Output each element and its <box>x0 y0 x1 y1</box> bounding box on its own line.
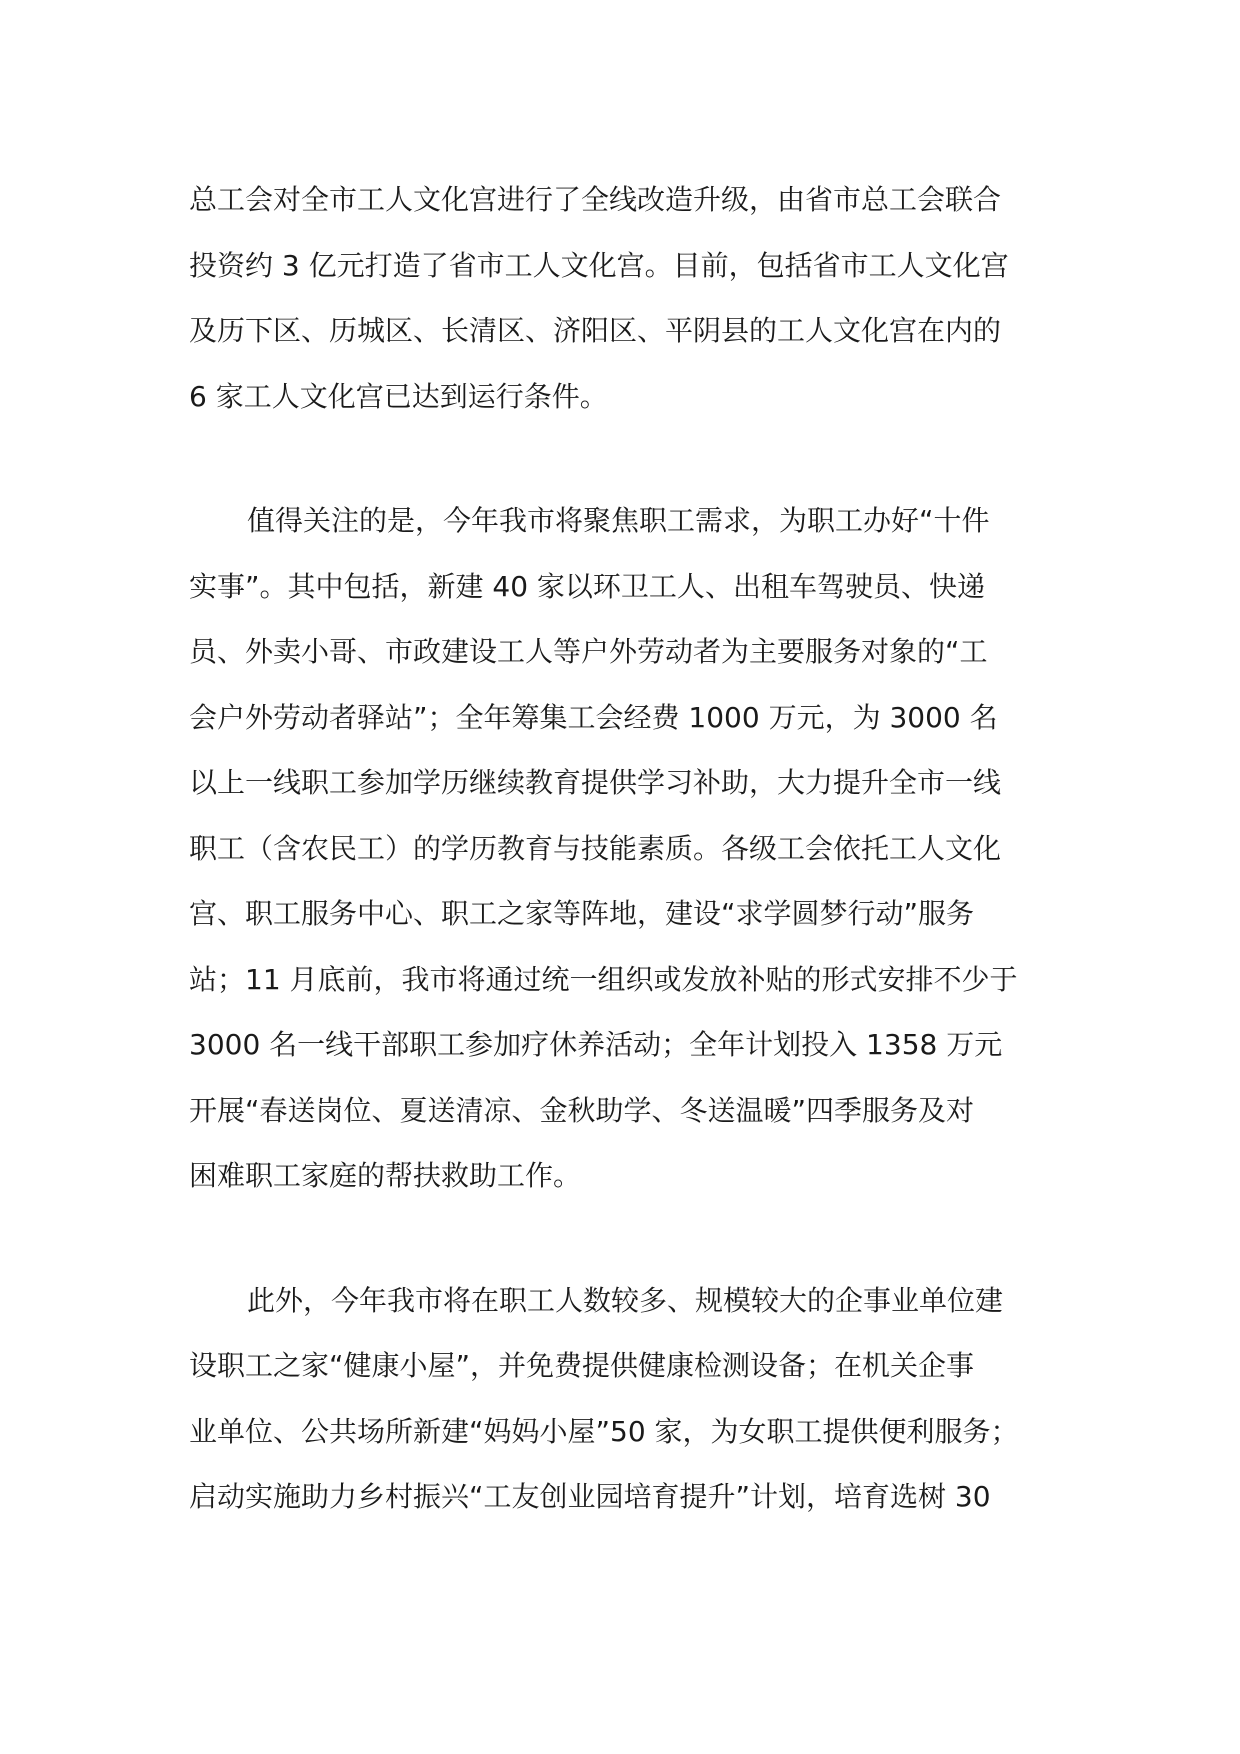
text-line: 及历下区、历城区、长清区、济阳区、平阴县的工人文化宫在内的 <box>189 314 1002 347</box>
text-line: 宫、职工服务中心、职工之家等阵地，建设“求学圆梦行动”服务 <box>189 897 975 930</box>
text-line: 困难职工家庭的帮扶救助工作。 <box>189 1159 582 1192</box>
paragraph-1 <box>189 167 1089 429</box>
text-line: 启动实施助力乡村振兴“工友创业园培育提升”计划，培育选树 30 <box>189 1480 991 1513</box>
paragraph-3 <box>189 1268 1089 1530</box>
text-line: 以上一线职工参加学历继续教育提供学习补助，大力提升全市一线 <box>189 766 1002 799</box>
text-line: 实事”。其中包括，新建 40 家以环卫工人、出租车驾驶员、快递 <box>189 569 985 603</box>
text-line: 开展“春送岗位、夏送清凉、金秋助学、冬送温暖”四季服务及对 <box>189 1093 975 1127</box>
paragraph-2 <box>189 488 1089 1209</box>
text-line: 员、外卖小哥、市政建设工人等户外劳动者为主要服务对象的“工 <box>189 635 988 668</box>
text-line-first: 此外，今年我市将在职工人数较多、规模较大的企事业单位建 <box>247 1283 1004 1317</box>
text-line: 设职工之家“健康小屋”，并免费提供健康检测设备；在机关企事 <box>189 1349 975 1382</box>
text-line: 总工会对全市工人文化宫进行了全线改造升级，由省市总工会联合 <box>189 183 1002 216</box>
text-line: 3000 名一线干部职工参加疗休养活动；全年计划投入 1358 万元 <box>189 1028 1003 1061</box>
text-line: 会户外劳动者驿站”；全年筹集工会经费 1000 万元，为 3000 名 <box>189 700 998 734</box>
document-body <box>189 167 1089 1530</box>
text-line: 业单位、公共场所新建“妈妈小屋”50 家，为女职工提供便利服务； <box>189 1414 1019 1448</box>
text-line-first: 值得关注的是，今年我市将聚焦职工需求，为职工办好“十件 <box>247 504 990 537</box>
text-line: 站；11 月底前，我市将通过统一组织或发放补贴的形式安排不少于 <box>189 962 1018 996</box>
text-line: 职工（含农民工）的学历教育与技能素质。各级工会依托工人文化 <box>189 831 1002 865</box>
text-line: 投资约 3 亿元打造了省市工人文化宫。目前，包括省市工人文化宫 <box>189 248 1009 282</box>
text-line: 6 家工人文化宫已达到运行条件。 <box>189 379 608 413</box>
